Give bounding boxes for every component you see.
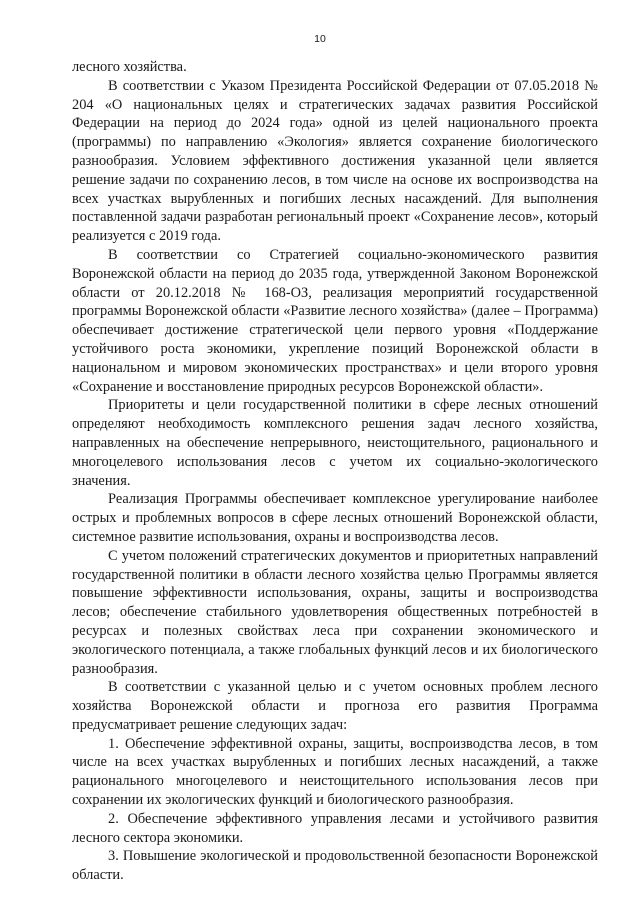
paragraph-continuation: лесного хозяйства.	[72, 59, 187, 75]
paragraph-tasks-intro: В соответствии с указанной целью и с учетом основных проблем лесного хозяйства Воронежской области и прогноза его развития Программа предусматривает решение следующих задач:	[72, 679, 598, 733]
task-item-2: 2. Обеспечение эффективного управления лесами и устойчивого развития лесного сектора экономики.	[72, 810, 598, 846]
paragraph-implementation: Реализация Программы обеспечивает комплексное урегулирование наиболее острых и проблемных вопросов в сфере лесных отношений Воронежской области, системное развитие использования, охраны и воспроизводства лесов.	[72, 491, 598, 545]
paragraph-strategy: В соответствии со Стратегией социально-экономического развития Воронежской области на период до 2035 года, утвержденной Законом Воронежской области от 20.12.2018 № 168-ОЗ, реализация мероприятий государственной программы Воронежской области «Развитие лесного хозяйства» (далее – Программа) обеспечивает достижение стратегической цели первого уровня «Поддержание устойчивого роста экономики, укрепление позиций Воронежской области в национальном и мировом экономических пространствах» и цели второго уровня «Сохранение и восстановление природных ресурсов Воронежской области».	[72, 246, 598, 395]
document-body	[72, 58, 598, 885]
paragraph-presidential-decree: В соответствии с Указом Президента Российской Федерации от 07.05.2018 № 204 «О национальных целях и стратегических задачах развития Российской Федерации на период до 2024 года» одной из целей национального проекта (программы) по направлению «Экология» является сохранение биологического разнообразия. Условием эффективного достижения указанной цели является решение задачи по сохранению лесов, в том числе на основе их воспроизводства на всех участках вырубленных и погибших лесных насаждений. Для выполнения поставленной задачи разработан региональный проект «Сохранение лесов», который реализуется с 2019 года.	[72, 77, 598, 245]
task-item-3: 3. Повышение экологической и продовольственной безопасности Воронежской области.	[72, 848, 598, 884]
task-item-1: 1. Обеспечение эффективной охраны, защиты, воспроизводства лесов, в том числе на всех участках вырубленных и погибших лесных насаждений, а также рационального многоцелевого и неистощительного использования лесов при сохранении их экологических функций и биологического разнообразия.	[72, 735, 598, 809]
paragraph-program-goal: С учетом положений стратегических документов и приоритетных направлений государственной политики в области лесного хозяйства целью Программы является повышение эффективности использования, охраны, защиты и воспроизводства лесов; обеспечение стабильного удовлетворения общественных потребностей в ресурсах и полезных свойствах леса при сохранении экономического и экологического потенциала, а также глобальных функций лесов и их биологического разнообразия.	[72, 547, 598, 677]
paragraph-priorities: Приоритеты и цели государственной политики в сфере лесных отношений определяют необходимость комплексного решения задач лесного хозяйства, направленных на обеспечение непрерывного, неистощительного, рационального и многоцелевого использования лесов с учетом их социально-экологического значения.	[72, 397, 598, 489]
page-number: 10	[314, 33, 326, 45]
